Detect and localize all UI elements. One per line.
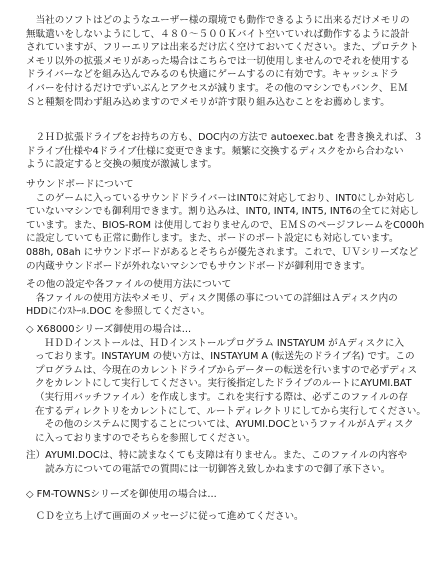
- text-line: Ｓと種類を問わず組み込めますのでメモリが許す限り組み込むことをお薦めします。: [26, 96, 390, 108]
- text-line: 在するディレクトリをカレントにして、ルートディレクトリにしてから実行してください。: [35, 405, 426, 417]
- text-line: の内蔵サウンドボードが外れないマシンでもサウンドボードが御利用できます。: [26, 260, 371, 272]
- text-line: に入っておりますのでそちらを参照してください。: [35, 432, 256, 444]
- section-heading: ◇ X68000シリーズ御使用の場合は...: [26, 324, 192, 335]
- text-line: メモリ以外の拡張メモリがあった場合はこちらでは一切使用しませんのでそれを使用する: [26, 55, 410, 67]
- text-line: 各ファイルの使用方法やメモリ、ディスク関係の事についての詳細はＡディスク内の: [26, 292, 398, 304]
- text-line: ＣＤを立ち上げて画面のメッセージに従って進めてください。: [26, 510, 304, 522]
- text-line: （実行用バッチファイル）を作成します。これを実行する際は、必ずこのファイルの存: [35, 391, 409, 403]
- text-line: ように設定すると交換の頻度が激減します。: [26, 159, 218, 171]
- text-line: に設定していても正常に動作します。また、ボードのポート設定にも対応しています。: [26, 233, 399, 245]
- text-line: このゲームに入っているサウンドドライバーはINT0に対応しており、INT0にしか対応し: [26, 192, 415, 204]
- hd-drive-paragraph: [26, 131, 423, 172]
- text-line: ていないマシンでも御利用できます。割り込みは、INT0, INT4, INT5, INT6の全てに対応し: [26, 206, 419, 218]
- text-line: ドライブ仕様や4ドライブ仕様に変更できます。頻繁に交換するディスクをから合わない: [26, 145, 404, 157]
- other-settings-section: [26, 278, 398, 319]
- text-line: HDDにｲﾝｽﾄｰﾙ.DOC を参照してください。: [26, 306, 211, 318]
- text-line: ドライバーなどを組み込んでみるのも快適にゲームするのに有効です。キャッシュドラ: [26, 69, 399, 81]
- sound-board-section: [26, 178, 425, 273]
- text-line: 当社のソフトはどのようなユーザー様の環境でも動作できるように出来るだけメモリの: [26, 15, 410, 26]
- fm-towns-section: [26, 488, 376, 523]
- text-line: されていますが、フリーエリアは出来るだけ広く空けておいてください。また、プロテクト: [26, 42, 419, 54]
- text-line: イバーを付けるだけでずいぶんとアクセスが減ります。その他のマシンでもバンク、ＥＭ: [26, 82, 408, 94]
- text-line: 注）AYUMI.DOCは、特に読まなくても支障は有りません。また、このファイルの内容や: [26, 450, 408, 461]
- x68000-section: [26, 323, 426, 445]
- text-line: その他のシステムに関することについては、AYUMI.DOCというファイルがＡディスク: [35, 419, 414, 431]
- text-line: 088h, 08ah にサウンドボードがあるとそちらが優先されます。これで、ＵＶシリーズなど: [26, 246, 419, 258]
- section-heading: その他の設定や各ファイルの使用方法について: [26, 279, 232, 290]
- section-heading: サウンドボードについて: [26, 179, 134, 190]
- text-line: 読み方についての電話での質問には一切御答え致しかねますので御了承下さい。: [26, 463, 391, 475]
- text-line: 無駄遣いをしないようにして、４８０～５００Ｋバイト空いていれば動作するように設計: [26, 28, 410, 40]
- text-line: プログラムは、今現在のカレントドライブからデーターの転送を行いますので必ずディス: [35, 364, 418, 376]
- text-line: ２ＨＤ拡張ドライブをお持ちの方も、DOC内の方法で autoexec.bat を書き換えれば、３: [26, 132, 423, 143]
- section-heading: ◇ FM-TOWNSシリーズを御使用の場合は...: [26, 489, 217, 500]
- text-line: ています。また、BIOS-ROM は使用しておりませんので、ＥＭＳのページフレームをC000h: [26, 219, 425, 231]
- text-line: クをカレントにして実行してください。実行後指定したドライブのルートにAYUMI.BAT: [35, 378, 412, 390]
- text-line: ＨＤＤインストールは、ＨＤインストールプログラム INSTAYUM がＡディスクに入: [35, 337, 405, 349]
- intro-paragraph: [26, 14, 419, 109]
- text-line: っております。INSTAYUM の使い方は、INSTAYUM A (転送先のドライブ名) です。この: [35, 351, 415, 363]
- note-paragraph: [26, 449, 408, 476]
